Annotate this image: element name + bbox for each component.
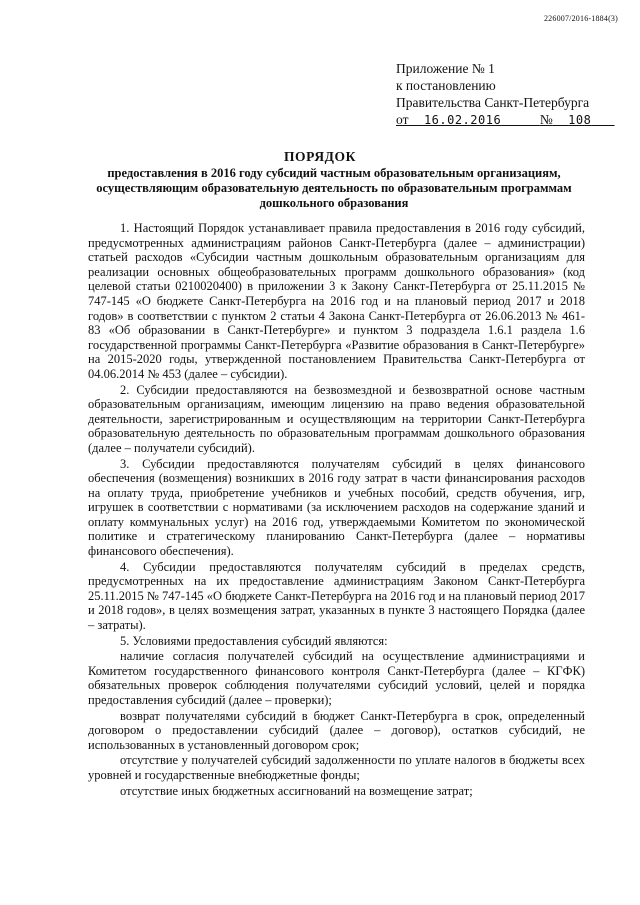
paragraph-4: 4. Субсидии предоставляются получателям субсидий в пределах средств, предусмотренных на их предоставление администрациям Законом Санкт-Петербурга 25.11.2015 № 747-145 «О бюджете Санкт-Петербурга на 2016 год и на плановый период 2017 и 2018 годов», в целях возмещения затрат, указанных в пункте 3 настоящего Порядка (далее – затраты). <box>88 559 585 633</box>
appendix-block <box>396 60 626 129</box>
date-value: 16.02.2016 <box>423 113 502 127</box>
paragraph-5: 5. Условиями предоставления субсидий являются: <box>120 633 388 648</box>
number-prefix: № <box>539 112 553 127</box>
appendix-line-3: Правительства Санкт-Петербурга <box>396 95 590 110</box>
document-title: ПОРЯДОК <box>283 149 357 164</box>
paragraph-1: 1. Настоящий Порядок устанавливает правила предоставления в 2016 году субсидий, предусмотренных администрациям районов Санкт-Петербурга (далее – администрации) статьей расходов «Субсидии частным дошкольным образовательным организациям для реализации основных общеобразовательных программ дошкольного образования» (код целевой статьи 0210020400) в приложении 3 к Закону Санкт-Петербурга от 25.11.2015 № 747-145 «О бюджете Санкт-Петербурга на 2016 год и на плановый период 2017 и 2018 годов» в соответствии с пунктом 2 статьи 4 Закона Санкт-Петербурга от 26.06.2013 № 461-83 «Об образовании в Санкт-Петербурге» и пунктом 3 подраздела 1.6.1 раздела 1.6 государственной программы Санкт-Петербурга «Развитие образования в Санкт-Петербурге» на 2015-2020 годы, утвержденной постановлением Правительства Санкт-Петербурга от 04.06.2014 № 453 (далее – субсидии). <box>88 221 585 381</box>
paragraph-3: 3. Субсидии предоставляются получателям субсидий в целях финансового обеспечения (возмещения) возникших в 2016 году затрат в части финансирования расходов на оплату труда, приобретение учебников и учебных пособий, средств обучения, игр, игрушек в соответствии с нормативами (за исключением расходов на содержание зданий и оплату коммунальных услуг) на 2016 год, утверждаемыми Комитетом по экономической политике и стратегическому планированию Санкт-Петербурга (далее – нормативы финансового обеспечения). <box>88 456 585 559</box>
appendix-line-1: Приложение № 1 <box>396 61 495 76</box>
appendix-line-2: к постановлению <box>396 78 496 93</box>
appendix-date-line <box>396 111 626 129</box>
document-subtitle: предоставления в 2016 году субсидий частным образовательным организациям, осуществляющим образовательную деятельность по образовательным программам дошкольного образования <box>96 166 572 210</box>
number-value: 108 <box>568 113 592 127</box>
document-body <box>88 221 585 798</box>
condition-3: отсутствие у получателей субсидий задолженности по уплате налогов в бюджеты всех уровней и государственные внебюджетные фонды; <box>88 753 585 782</box>
paragraph-2: 2. Субсидии предоставляются на безвозмездной и безвозвратной основе частным образовательным организациям, имеющим лицензию на право ведения образовательной деятельности, зарегистрированным и осуществляющим на территории Санкт-Петербурга образовательную деятельность по образовательным программам дошкольного образования (далее – получатели субсидий). <box>88 382 585 455</box>
condition-2: возврат получателями субсидий в бюджет Санкт-Петербурга в срок, определенный договором о предоставлении субсидий (далее – договор), остатков субсидий, не использованных в установленный договором срок; <box>88 708 585 752</box>
date-prefix: от <box>396 112 409 127</box>
document-id: 226007/2016-1884(3) <box>543 14 618 23</box>
condition-4: отсутствие иных бюджетных ассигнований на возмещение затрат; <box>120 783 473 798</box>
condition-1: наличие согласия получателей субсидий на осуществление администрациями и Комитетом государственного финансового контроля Санкт-Петербурга (далее – КГФК) обязательных проверок соблюдения получателями субсидий условий, целей и порядка предоставления субсидий (далее – проверки); <box>88 649 585 707</box>
